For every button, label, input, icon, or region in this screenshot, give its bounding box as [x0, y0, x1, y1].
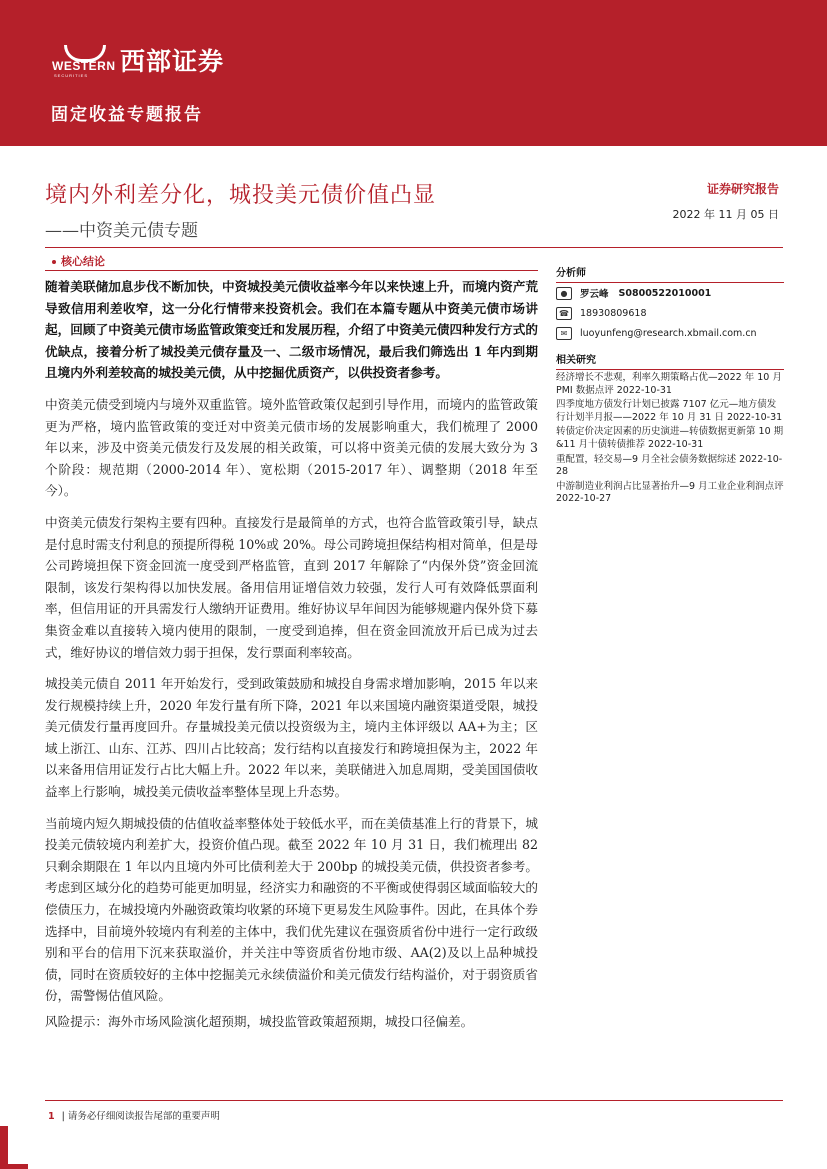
related-item[interactable]: 重配置，轻交易—9 月全社会债务数据综述 2022-10-28 [556, 453, 783, 478]
footer [48, 1108, 220, 1122]
report-type: 固定收益专题报告 [51, 105, 203, 125]
person-icon: ● [556, 287, 572, 300]
header-banner [0, 0, 827, 146]
body-paragraph: 中资美元债受到境内与境外双重监管。境外监管政策仅起到引导作用，而境内的监管政策更为严格，境内监管政策的变迁对中资美元债市场的发展影响重大，我们梳理了 2000 年以来，涉及中资美元债发行及发展的相关政策，可以将中资美元债的发展大致分为 3 个阶段：规范期（2000-2014 年）、宽松期（2015-2017 年）、调整期（2018 年至今）。 [45, 396, 538, 499]
footer-divider [45, 1100, 783, 1101]
body-paragraph: 城投美元债自 2011 年开始发行，受到政策鼓励和城投自身需求增加影响，2015 年以来发行规模持续上升，2020 年发行量有所下降，2021 年以来国境内融资渠道受限，城投美元债发行量再度回升。存量城投美元债以投资级为主，境内主体评级以 AA+为主；区域上浙江、山东、江苏、四川占比较高；发行结构以直接发行和跨境担保为主，2022 年以来备用信用证发行占比大幅上升。2022 年以来，美联储进入加息周期，受美国国债收益率上行影响，城投美元债收益率整体呈现上升态势。 [45, 676, 538, 800]
logo [52, 42, 224, 78]
related-item[interactable]: 经济增长不悲观，利率久期策略占优—2022 年 10 月 PMI 数据点评 2022-10-31 [556, 372, 782, 396]
title-divider [45, 247, 783, 248]
brand-name: 西部证券 [120, 47, 225, 76]
related-item[interactable]: 转债定价决定因素的历史演进—转债数据更新第 10 期&11 月十债转债推荐 2022-10-31 [556, 426, 784, 450]
corner-accent [0, 1126, 8, 1169]
core-divider [45, 270, 538, 271]
logo-word: WESTERN [52, 59, 116, 73]
corner-accent [0, 1164, 28, 1169]
analyst-name: 罗云峰 [580, 289, 609, 300]
risk-warning: 风险提示：海外市场风险演化超预期，城投监管政策超预期，城投口径偏差。 [45, 1014, 474, 1029]
report-date: 2022 年 11 月 05 日 [672, 208, 779, 221]
logo-sub: SECURITIES [54, 73, 89, 78]
summary-paragraph: 随着美联储加息步伐不断加快，中资城投美元债收益率今年以来快速上升，而境内资产荒导致信用利差收窄，这一分化行情带来投资机会。我们在本篇专题从中资美元债市场讲起，回顾了中资美元债市场监管政策变迁和发展历程，介绍了中资美元债四种发行方式的优缺点，接着分析了城投美元债存量及一、二级市场情况，最后我们筛选出 1 年内到期且境内外利差较高的城投美元债，从中挖掘优质资产，以供投资者参考。 [45, 279, 538, 381]
phone-icon: ☎ [556, 307, 572, 320]
page-number: 1 [48, 1111, 55, 1122]
related-list [556, 372, 784, 506]
phone-row [556, 303, 784, 323]
sidebar [556, 264, 784, 508]
report-title: 境内外利差分化，城投美元债价值凸显 [45, 183, 437, 208]
analyst-header: 分析师 [556, 264, 784, 283]
email-icon: ✉ [556, 327, 572, 340]
report-category: 证券研究报告 [706, 182, 779, 196]
footer-notice: | 请务必仔细阅读报告尾部的重要声明 [61, 1111, 220, 1122]
main-content [45, 276, 538, 1033]
bullet-icon [52, 260, 56, 264]
core-conclusion-label [52, 253, 105, 269]
core-conclusion-text: 核心结论 [61, 255, 105, 268]
body-paragraph: 中资美元债发行架构主要有四种。直接发行是最简单的方式，也符合监管政策引导，缺点是付息时需支付利息的预提所得税 10%或 20%。母公司跨境担保结构相对简单，但是母公司跨境担保下资金回流一度受到严格监管，直到 2017 年解除了“内保外贷”资金回流限制，该发行架构得以加快发展。备用信用证增信效力较强，发行人可有效降低票面利率，但信用证的开具需发行人缴纳开证费用。维好协议早年间因为能够规避内保外贷下募集资金难以直接转入境内使用的限制，一度受到追捧，但在资金回流放开后已成为过去式，维好协议的增信效力弱于担保，发行票面利率较高。 [45, 514, 538, 660]
related-item[interactable]: 四季度地方债发行计划已披露 7107 亿元—地方债发行计划半月报——2022 年 10 月 31 日 2022-10-31 [556, 399, 783, 423]
analyst-phone: 18930809618 [580, 307, 647, 319]
analyst-row [556, 283, 784, 303]
related-item[interactable]: 中游制造业利润占比显著抬升—9 月工业企业利润点评 2022-10-27 [556, 480, 784, 505]
bull-logo-icon [52, 45, 116, 78]
analyst-cert: S0800522010001 [618, 287, 712, 299]
analyst-email[interactable]: luoyunfeng@research.xbmail.com.cn [580, 327, 757, 339]
related-header: 相关研究 [556, 351, 784, 370]
body-paragraph: 当前境内短久期城投债的估值收益率整体处于较低水平，而在美债基准上行的背景下，城投美元债较境内利差扩大，投资价值凸现。截至 2022 年 10 月 31 日，我们梳理出 82 只剩余期限在 1 年以内且境内外可比债利差大于 200bp 的城投美元债，供投资者参考。考虑到区域分化的趋势可能更加明显，经济实力和融资的不平衡或使得弱区域面临较大的偿债压力，在城投境内外融资政策均收紧的环境下更易发生风险事件。因此，在具体个券选择中，目前境外较境内有利差的主体中，我们优先建议在强资质省份中进行一定行政级别和平台的信用下沉来获取溢价，并关注中等资质省份地市级、AA(2)及以上品种城投债，同时在资质较好的主体中挖掘美元永续债溢价和美元债发行结构溢价，对于弱资质省份，需警惕估值风险。 [45, 815, 538, 1004]
email-row [556, 323, 784, 343]
report-subtitle: ——中资美元债专题 [45, 221, 198, 241]
